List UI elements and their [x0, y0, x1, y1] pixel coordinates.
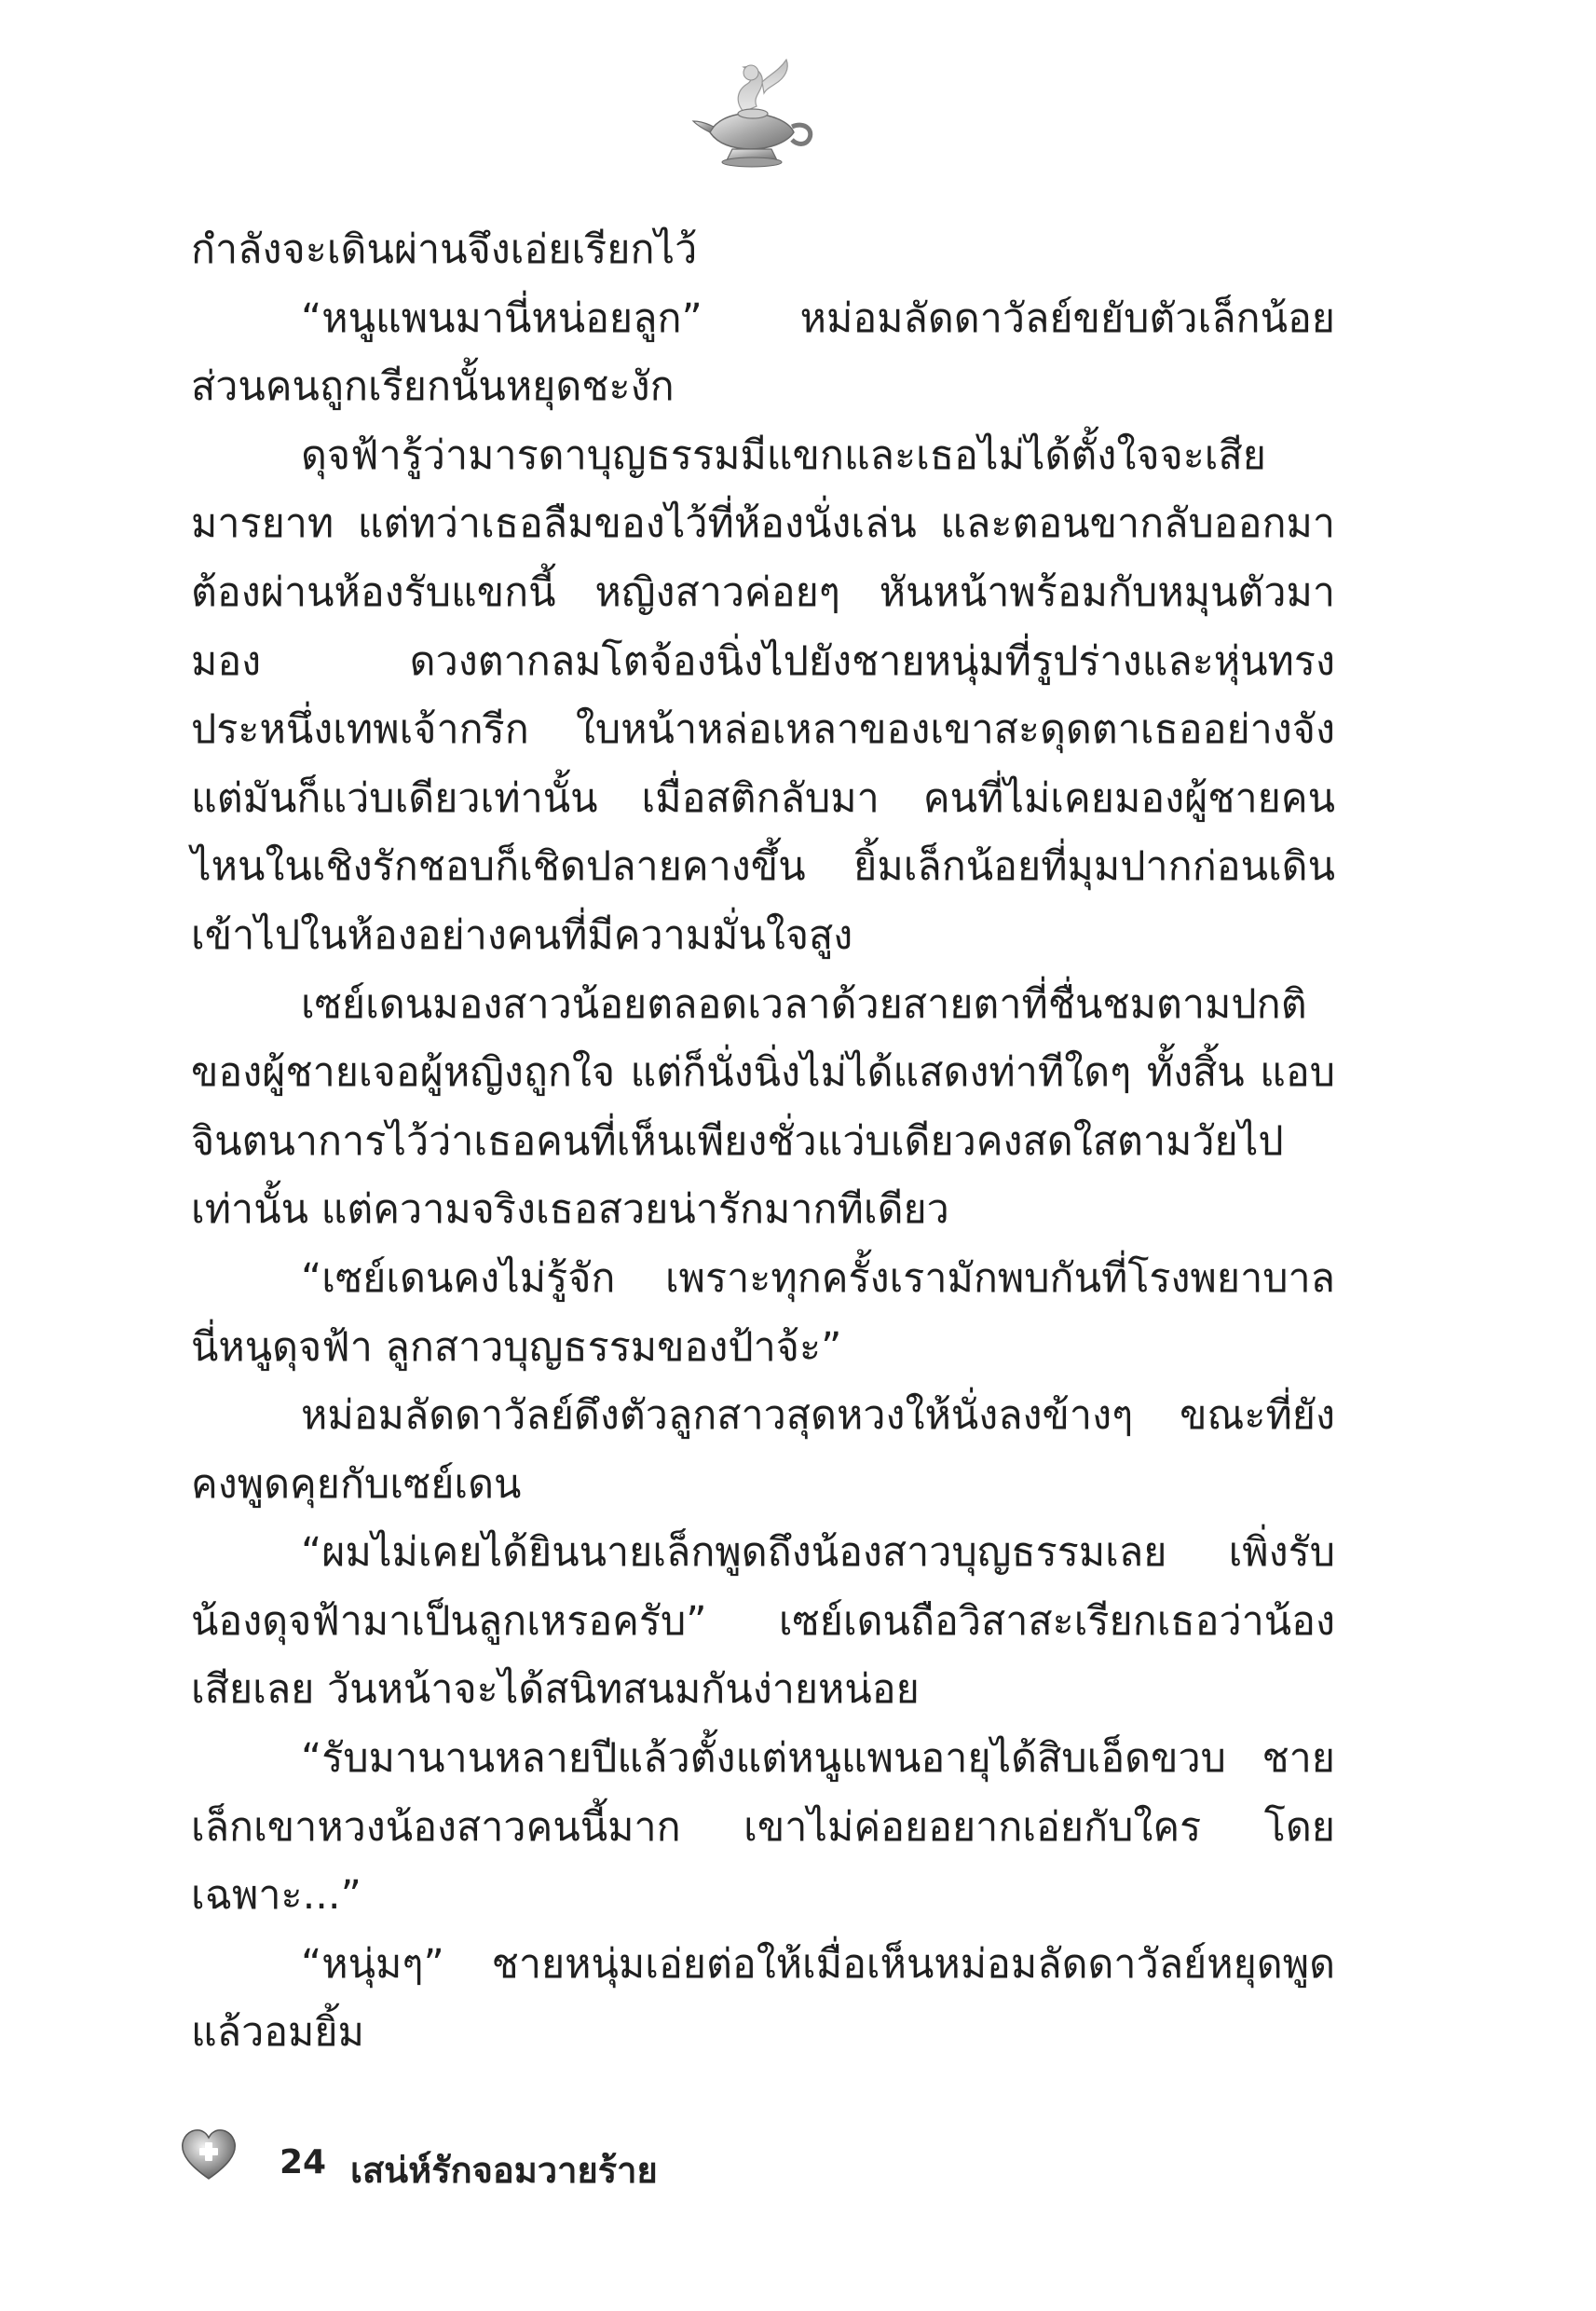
paragraph-6: หม่อมลัดดาวัลย์ดึงตัวลูกสาวสุดหวงให้นั่งลงข้างๆ ขณะที่ยังคงพูดคุยกับเซย์เดน [191, 1392, 1335, 1508]
body-text [191, 216, 1335, 2068]
page-number: 24 [280, 2143, 327, 2181]
paragraph-4: เซย์เดนมองสาวน้อยตลอดเวลาด้วยสายตาที่ชื่นชมตามปกติของผู้ชายเจอผู้หญิงถูกใจ แต่ก็นั่งนิ่งไม่ได้แสดงท่าทีใดๆ ทั้งสิ้น แอบจินตนาการไว้ว่าเธอคนที่เห็นเพียงชั่วแว่บเดียวคงสดใสตามวัยไปเท่านั้น แต่ความจริงเธอสวยน่ารักมากทีเดียว [191, 980, 1335, 1234]
heart-cross-icon [179, 2126, 239, 2182]
paragraph-3: ดุจฟ้ารู้ว่ามารดาบุญธรรมมีแขกและเธอไม่ได้ตั้งใจจะเสียมารยาท แต่ทว่าเธอลืมของไว้ที่ห้องนั่งเล่น และตอนขากลับออกมาต้องผ่านห้องรับแขกนี้ หญิงสาวค่อยๆ หันหน้าพร้อมกับหมุนตัวมามอง ดวงตากลมโตจ้องนิ่งไปยังชายหนุ่มที่รูปร่างและหุ่นทรงประหนึ่งเทพเจ้ากรีก ใบหน้าหล่อเหลาของเขาสะดุดตาเธออย่างจัง แต่มันก็แว่บเดียวเท่านั้น เมื่อสติกลับมา คนที่ไม่เคยมองผู้ชายคนไหนในเชิงรักชอบก็เชิดปลายคางขึ้น ยิ้มเล็กน้อยที่มุมปากก่อนเดินเข้าไปในห้องอย่างคนที่มีความมั่นใจสูง [191, 431, 1335, 959]
paragraph-9: “หนุ่มๆ” ชายหนุ่มเอ่ยต่อให้เมื่อเห็นหม่อมลัดดาวัลย์หยุดพูดแล้วอมยิ้ม [191, 1940, 1335, 2057]
paragraph-5: “เซย์เดนคงไม่รู้จัก เพราะทุกครั้งเรามักพบกันที่โรงพยาบาล นี่หนูดุจฟ้า ลูกสาวบุญธรรมของป้าจ้ะ” [191, 1254, 1335, 1371]
genie-lamp-ornament-icon [689, 47, 820, 172]
paragraph-7: “ผมไม่เคยได้ยินนายเล็กพูดถึงน้องสาวบุญธรรมเลย เพิ่งรับน้องดุจฟ้ามาเป็นลูกเหรอครับ” เซย์เดนถือวิสาสะเรียกเธอว่าน้องเสียเลย วันหน้าจะได้สนิทสนมกันง่ายหน่อย [191, 1529, 1335, 1714]
paragraph-2: “หนูแพนมานี่หน่อยลูก” หม่อมลัดดาวัลย์ขยับตัวเล็กน้อย ส่วนคนถูกเรียกนั้นหยุดชะงัก [191, 294, 1335, 411]
page-footer [179, 2126, 1017, 2201]
paragraph-8: “รับมานานหลายปีแล้วตั้งแต่หนูแพนอายุได้สิบเอ็ดขวบ ชายเล็กเขาหวงน้องสาวคนนี้มาก เขาไม่ค่อยอยากเอ่ยกับใคร โดยเฉพาะ...” [191, 1735, 1335, 1920]
paragraph-1: กำลังจะเดินผ่านจึงเอ่ยเรียกไว้ [191, 226, 698, 273]
book-title: เสน่ห์รักจอมวายร้าย [350, 2150, 658, 2191]
